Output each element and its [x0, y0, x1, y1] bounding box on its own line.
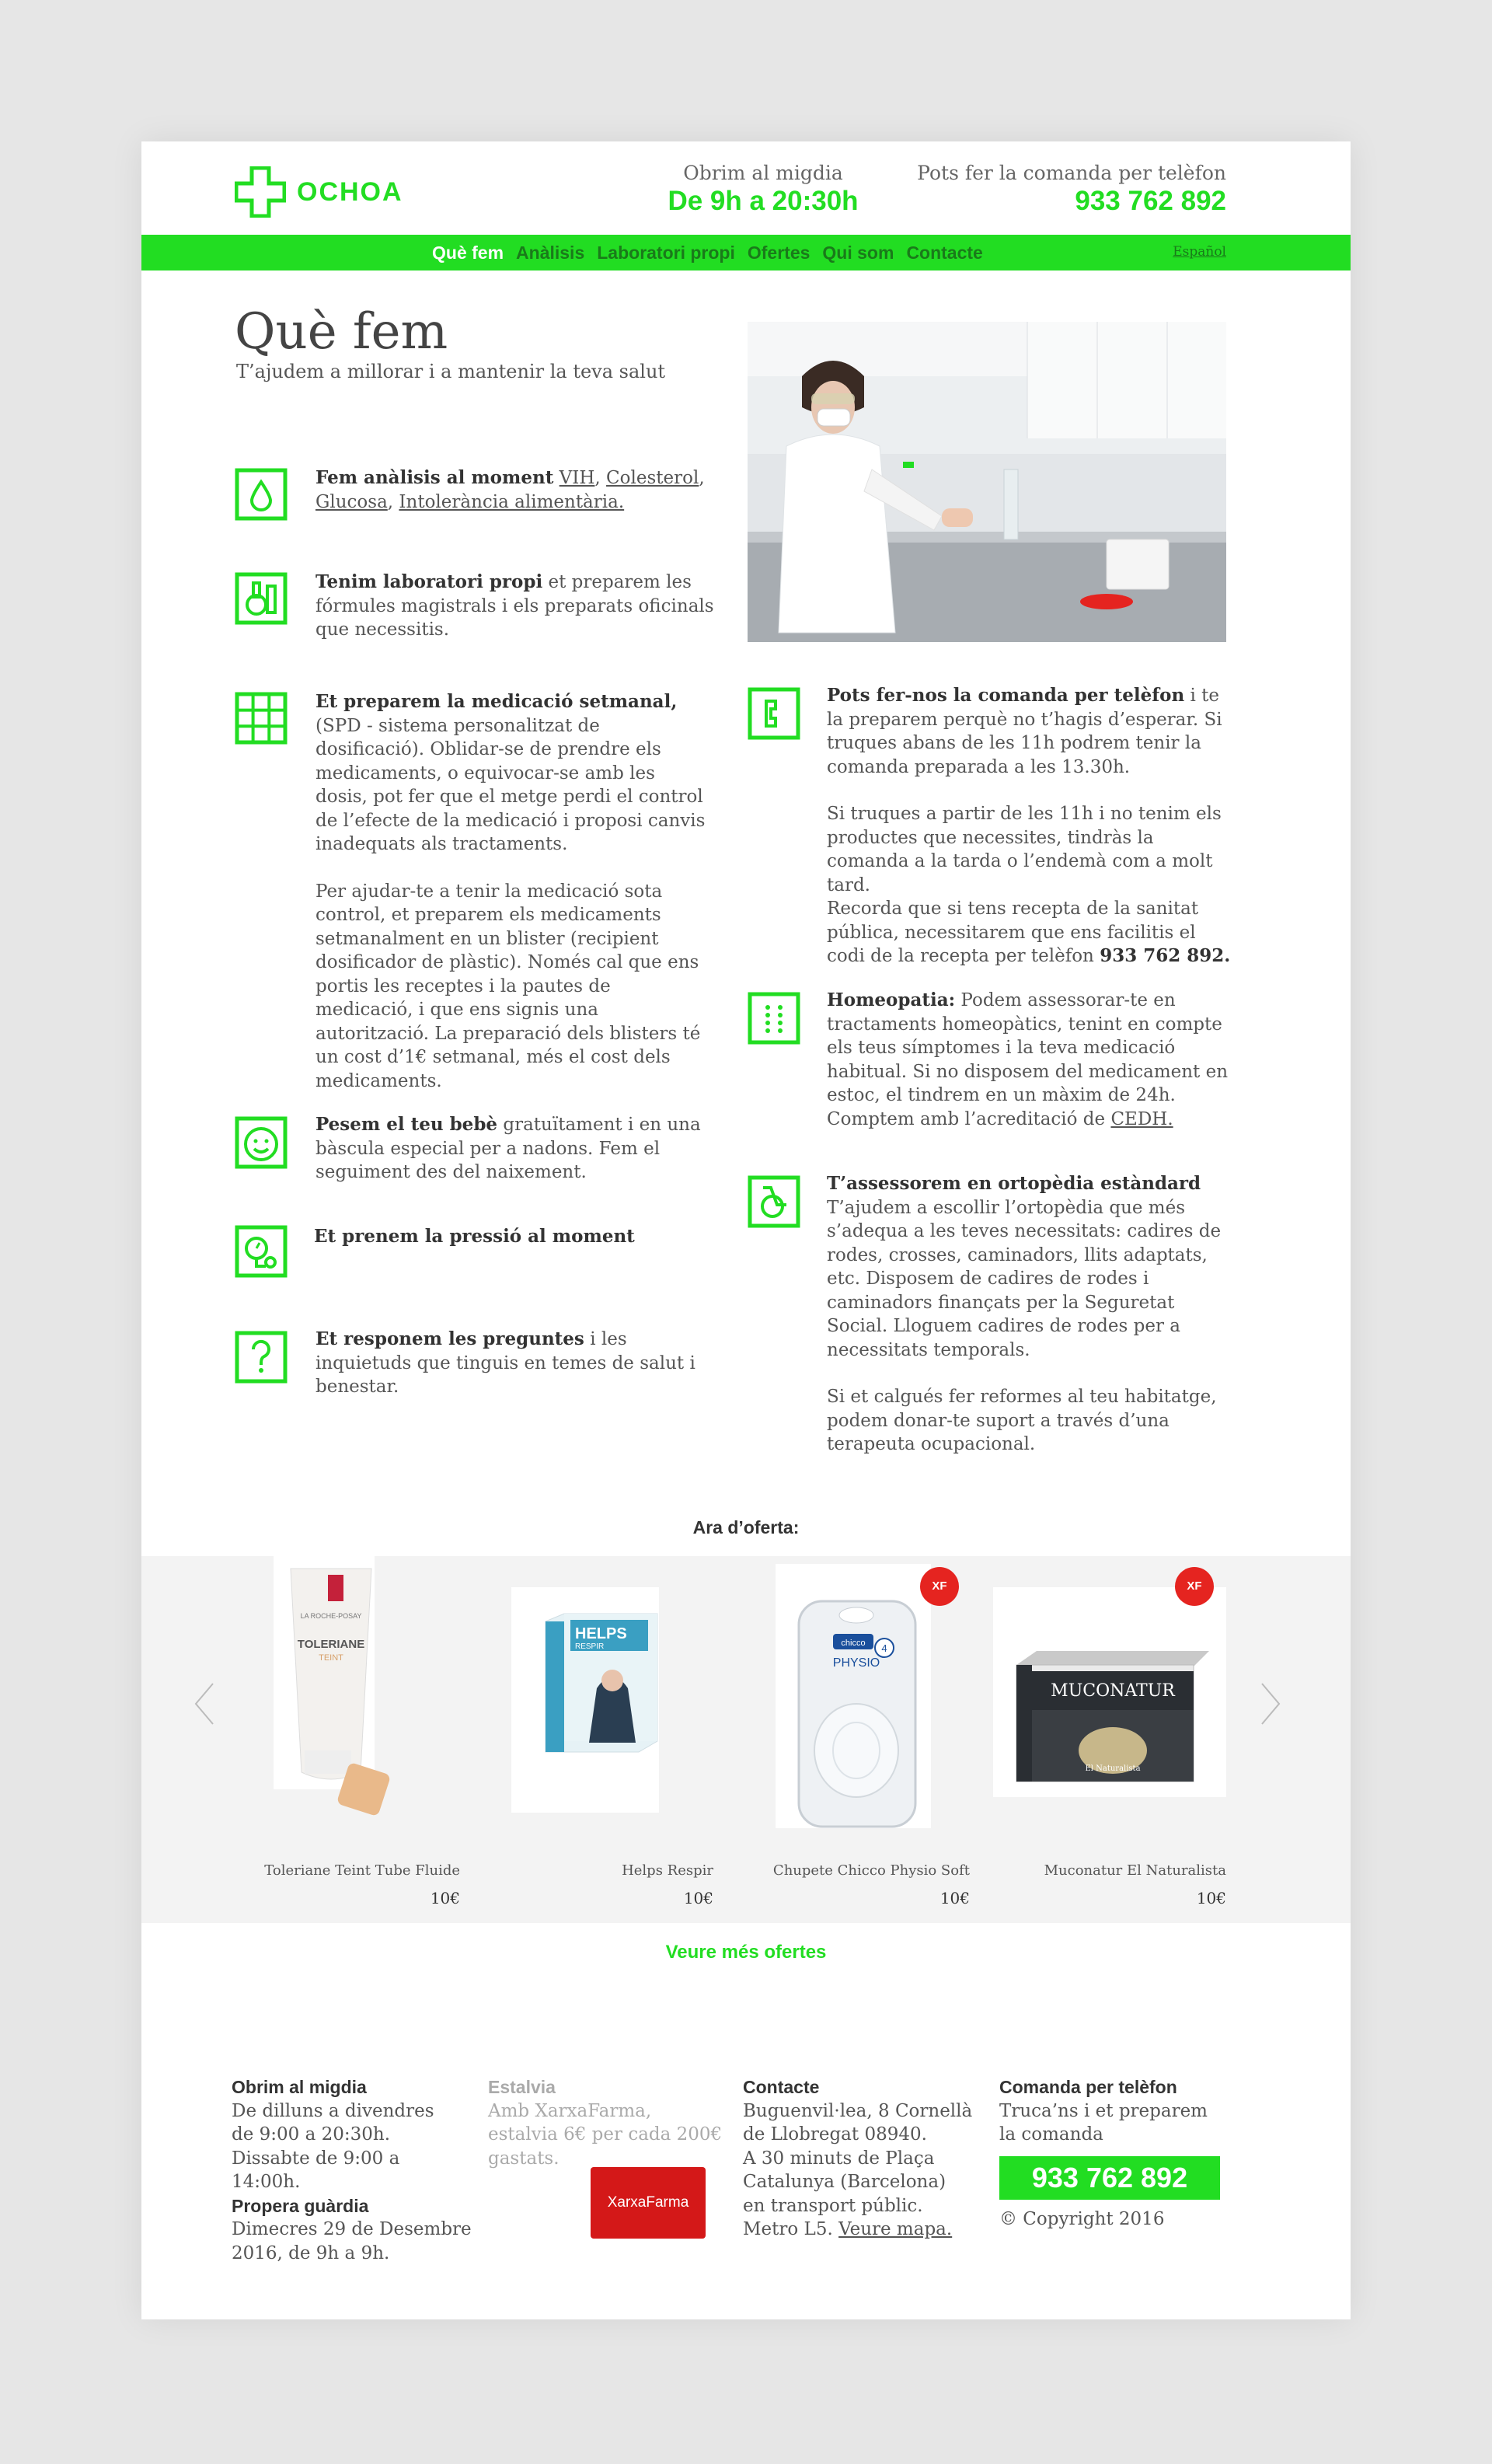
hours-value: De 9h a 20:30h — [668, 186, 859, 216]
product-name[interactable]: Chupete Chicco Physio Soft — [772, 1862, 970, 1879]
link-vih[interactable]: VIH — [559, 468, 595, 488]
language-link[interactable]: Español — [1173, 244, 1226, 260]
feature-preguntes: Et responem les preguntes i les inquietuds que tinguis en temes de salut i benestar. — [315, 1328, 695, 1397]
footer-estalvia: Estalvia Amb XarxaFarma, estalvia 6€ per cada 200€ gastats. — [488, 2077, 723, 2169]
product-price: 10€ — [939, 1889, 970, 1907]
flask-icon — [235, 572, 288, 625]
see-more-offers-link[interactable]: Veure més ofertes — [665, 1942, 827, 1963]
product-image-helps — [480, 1556, 713, 1851]
footer-comanda: Comanda per telèfon Truca’ns i et preparem la comanda 933 762 892 © Copyright 2016 — [999, 2075, 1248, 2231]
svg-text:PHYSIO: PHYSIO — [832, 1656, 880, 1670]
svg-text:TOLERIANE: TOLERIANE — [297, 1638, 365, 1651]
carousel-next-icon[interactable] — [1259, 1680, 1282, 1727]
pharmacy-cross-icon — [235, 166, 286, 218]
link-intolerancia[interactable]: Intolerància alimentària. — [399, 491, 625, 512]
feature-homeopatia: Homeopatia: Podem assessorar-te en tractaments homeopàtics, tenint en compte els teus símptomes i la teva medicació habitual. Si no disposem del medicament en estoc, el tindrem en un màxim de 24h. Comptem amb l’acreditació de CEDH. — [827, 989, 1229, 1129]
nav-item-que-fem[interactable]: Què fem — [432, 242, 504, 263]
question-icon — [235, 1331, 288, 1384]
nav-item-contacte[interactable]: Contacte — [906, 242, 983, 263]
footer-hours: Obrim al migdia De dilluns a divendres de 9:00 a 20:30h. Dissabte de 9:00 a 14:00h. Propera guàrdia Dimecres 29 de Desembre 2016, de 9h a 9h. — [232, 2077, 472, 2263]
footer-contacte: Contacte Buguenvil·lea, 8 Cornellà de Llobregat 08940. A 30 minuts de Plaça Catalunya (Barcelona) en transport públic. Metro L5. Veure mapa. — [743, 2077, 973, 2239]
product-image-toleriane — [227, 1556, 460, 1851]
offer-product-card[interactable] — [480, 1556, 713, 1907]
xarxafarma-badge: XF — [1175, 1567, 1214, 1606]
footer-phone-button[interactable]: 933 762 892 — [999, 2156, 1220, 2200]
offer-product-card[interactable] — [227, 1556, 460, 1907]
feature-laboratori: Tenim laboratori propi et preparem les fórmules magistrals i els preparats oficinals que necessitis. — [315, 571, 714, 640]
copyright: © Copyright 2016 — [999, 2208, 1165, 2229]
link-cedh[interactable]: CEDH. — [1110, 1108, 1173, 1129]
link-glucosa[interactable]: Glucosa — [315, 491, 388, 512]
feature-pressio: Et prenem la pressió al moment — [314, 1226, 635, 1247]
nav-item-laboratori[interactable]: Laboratori propi — [597, 242, 735, 263]
logo[interactable] — [235, 166, 403, 218]
svg-text:LA ROCHE-POSAY: LA ROCHE-POSAY — [300, 1612, 362, 1620]
main-nav — [141, 235, 1351, 270]
product-name[interactable]: Toleriane Teint Tube Fluide — [264, 1862, 460, 1879]
blood-pressure-icon — [235, 1225, 288, 1278]
feature-ortopedia: T’assessorem en ortopèdia estàndard T’ajudem a escollir l’ortopèdia que més s’adequa a les teves necessitats: cadires de rodes, crosses, caminadors, llits adaptats, etc. Disposem de cadires de rodes i caminadors finançats per la Seguretat Social. Lloguem cadires de rodes per a necessitats temporals. Si et calgués fer reformes al teu habitatge, podem donar-te suport a través d’una terapeuta ocupacional. — [827, 1173, 1222, 1454]
map-link[interactable]: Veure mapa. — [838, 2219, 953, 2239]
hero-image-lab — [748, 322, 1226, 642]
product-price: 10€ — [683, 1889, 713, 1907]
feature-bebe: Pesem el teu bebè gratuïtament i en una bàscula especial per a nadons. Fem el seguiment des del naixement. — [315, 1114, 701, 1182]
phone-label: Pots fer la comanda per telèfon — [917, 162, 1226, 184]
carousel-prev-icon[interactable] — [193, 1680, 216, 1727]
logo-text: OCHOA — [297, 176, 403, 207]
grid-blister-icon — [235, 692, 288, 745]
offers-title: Ara d’oferta: — [692, 1517, 800, 1537]
nav-item-analisis[interactable]: Anàlisis — [516, 242, 585, 263]
svg-text:HELPS: HELPS — [575, 1625, 627, 1642]
xarxafarma-badge: XF — [920, 1567, 959, 1606]
xarxafarma-logo[interactable]: XarxaFarma — [591, 2167, 706, 2239]
page-subtitle: T’ajudem a millorar i a mantenir la teva salut — [236, 361, 666, 382]
svg-text:4: 4 — [881, 1642, 887, 1654]
nav-item-ofertes[interactable]: Ofertes — [747, 242, 810, 263]
header-hours — [639, 162, 887, 217]
svg-text:El Naturalista: El Naturalista — [1085, 1764, 1141, 1773]
phone-icon — [748, 687, 800, 740]
svg-text:chicco: chicco — [841, 1639, 866, 1648]
svg-text:TEINT: TEINT — [319, 1653, 343, 1663]
phone-value[interactable]: 933 762 892 — [1075, 186, 1226, 216]
offer-product-card[interactable] — [993, 1556, 1226, 1907]
hours-label: Obrim al migdia — [683, 162, 843, 184]
feature-medicacio: Et preparem la medicació setmanal, (SPD - sistema personalitzat de dosificació). Oblidar-se de prendre els medicaments, o equivocar-se amb les dosis, pot fer que el metge perdi el control de l’efecte de la medicació i proposi canvis inadequats als tractaments. Per ajudar-te a tenir la medicació sota control, et preparem els medicaments setmanalment en un blister (recipient dosificador de plàstic). Només cal que ens portis les receptes i la pautes de medicació, i que ens signis una autorització. La preparació dels blisters té un cost d’1€ setmanal, més el cost dels medicaments. — [315, 691, 706, 1091]
product-price: 10€ — [430, 1889, 460, 1907]
feature-analisis: Fem anàlisis al moment VIH, Colesterol, Glucosa, Intolerància alimentària. — [315, 467, 705, 512]
product-price: 10€ — [1196, 1889, 1226, 1907]
wheelchair-icon — [748, 1175, 800, 1228]
link-colesterol[interactable]: Colesterol — [606, 468, 699, 488]
product-name[interactable]: Helps Respir — [622, 1862, 713, 1879]
svg-text:MUCONATUR: MUCONATUR — [1051, 1681, 1175, 1701]
feature-telefon: Pots fer-nos la comanda per telèfon i te la preparem perquè no t’hagis d’esperar. Si truques abans de les 11h podrem tenir la comanda preparada a les 13.30h. Si truques a partir de les 11h i no tenim els productes que necessites, tindràs la comanda a la tarda o l’endemà com a molt tard. Recorda que si tens recepta de la sanitat pública, necessitarem que ens facilitis el codi de la recepta per telèfon 933 762 892. — [827, 685, 1231, 966]
header-phone — [917, 162, 1226, 217]
homeopathy-pills-icon — [748, 992, 800, 1045]
page — [141, 141, 1351, 2319]
drop-icon — [235, 468, 288, 521]
baby-face-icon — [235, 1116, 288, 1169]
svg-text:RESPIR: RESPIR — [575, 1642, 605, 1651]
nav-item-qui-som[interactable]: Qui som — [822, 242, 894, 263]
offers-carousel — [141, 1556, 1351, 1923]
offer-product-card[interactable] — [737, 1556, 970, 1907]
product-name[interactable]: Muconatur El Naturalista — [1044, 1862, 1226, 1879]
page-title: Què fem — [235, 303, 448, 361]
